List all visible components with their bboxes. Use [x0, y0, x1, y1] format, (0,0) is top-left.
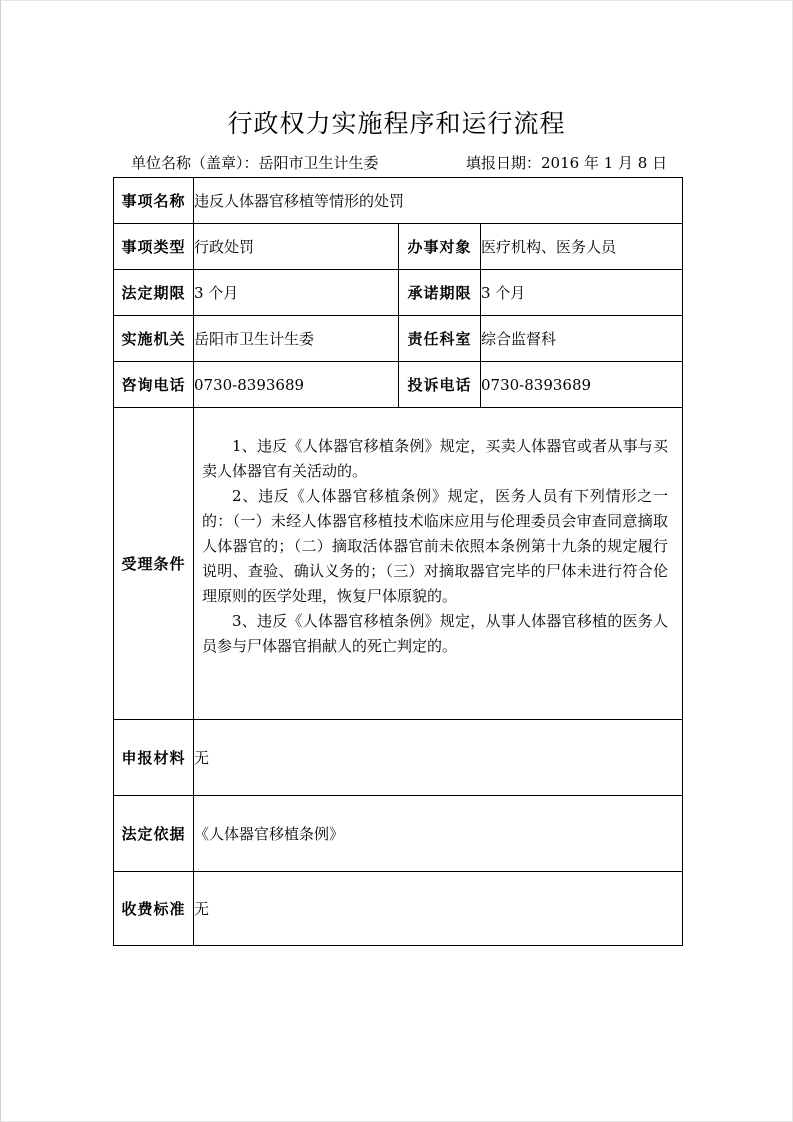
legal-basis-label: 法定依据	[114, 796, 194, 872]
document-title: 行政权力实施程序和运行流程	[227, 109, 566, 138]
item-type-label: 事项类型	[114, 224, 194, 270]
target-value: 医疗机构、医务人员	[481, 224, 683, 270]
fee-label: 收费标准	[114, 872, 194, 946]
table-row	[114, 316, 683, 362]
legal-period-value: 3 个月	[194, 270, 399, 316]
table-row	[114, 872, 683, 946]
table-row	[114, 178, 683, 224]
table-row	[114, 362, 683, 408]
agency-label: 实施机关	[114, 316, 194, 362]
info-table	[113, 177, 683, 946]
legal-period-label: 法定期限	[114, 270, 194, 316]
legal-basis-value: 《人体器官移植条例》	[194, 796, 683, 872]
consult-phone-value: 0730-8393689	[194, 362, 399, 408]
condition-paragraph-2: 2、违反《人体器官移植条例》规定，医务人员有下列情形之一的：（一）未经人体器官移植技术临床应用与伦理委员会审查同意摘取人体器官的；（二）摘取活体器官前未依照本条例第十九条的规定履行说明、查验、确认义务的；（三）对摘取器官完毕的尸体未进行符合伦理原则的医学处理，恢复尸体原貌的。	[202, 487, 669, 605]
item-type-value: 行政处罚	[194, 224, 399, 270]
item-name-label: 事项名称	[114, 178, 194, 224]
table-row	[114, 796, 683, 872]
consult-phone-label: 咨询电话	[114, 362, 194, 408]
condition-paragraph-3: 3、违反《人体器官移植条例》规定，从事人体器官移植的医务人员参与尸体器官捐献人的死亡判定的。	[202, 612, 669, 655]
promised-period-value: 3 个月	[481, 270, 683, 316]
department-label: 责任科室	[399, 316, 481, 362]
table-row	[114, 408, 683, 720]
target-label: 办事对象	[399, 224, 481, 270]
materials-label: 申报材料	[114, 720, 194, 796]
department-value: 综合监督科	[481, 316, 683, 362]
condition-paragraph-1: 1、违反《人体器官移植条例》规定，买卖人体器官或者从事与买卖人体器官有关活动的。	[202, 437, 669, 480]
table-row	[114, 270, 683, 316]
complaint-phone-value: 0730-8393689	[481, 362, 683, 408]
item-name-value: 违反人体器官移植等情形的处罚	[194, 178, 683, 224]
complaint-phone-label: 投诉电话	[399, 362, 481, 408]
fill-date: 填报日期：2016 年 1 月 8 日	[466, 154, 668, 172]
table-row	[114, 720, 683, 796]
agency-value: 岳阳市卫生计生委	[194, 316, 399, 362]
conditions-label: 受理条件	[114, 408, 194, 720]
unit-name: 单位名称（盖章）：岳阳市卫生计生委	[131, 154, 379, 172]
promised-period-label: 承诺期限	[399, 270, 481, 316]
fee-value: 无	[194, 872, 683, 946]
materials-value: 无	[194, 720, 683, 796]
table-row	[114, 224, 683, 270]
conditions-content	[194, 408, 683, 720]
